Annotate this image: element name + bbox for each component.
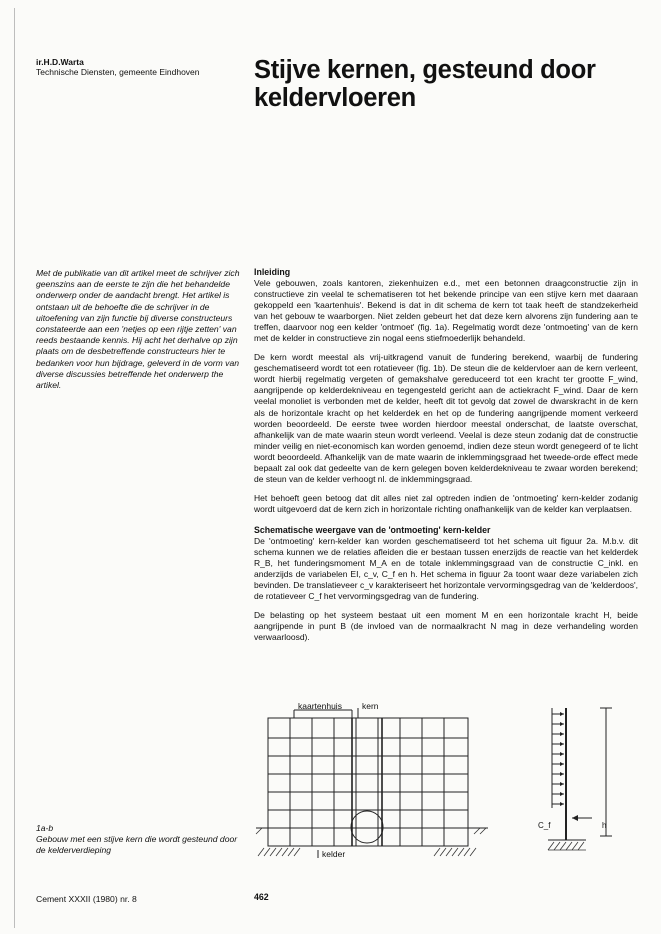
- page-edge-line: [14, 8, 15, 928]
- paragraph: Vele gebouwen, zoals kantoren, ziekenhuizen e.d., met een betonnen draagconstructie zijn in constructieve zin veelal te schematiseren tot het bekende principe van een stijve kern met daaraan gekoppeld een 'kaartenhuis'. Bekend is dat in dit schema de kern tot taak heeft de standzekerheid van het gebouw te waarborgen. Niet zelden gebeurt het dat deze kern alvorens zijn fundering aan te treffen, daarvoor nog een kelder 'ontmoet' (fig. 1a). Regelmatig wordt deze 'ontmoeting' van de kern met de kelder in constructieve zin nogal eens stiefmoederlijk behandeld.: [254, 278, 638, 344]
- section-heading-inleiding: Inleiding: [254, 267, 291, 277]
- caption-number: 1a-b: [36, 823, 54, 833]
- figure-1a-building: [254, 700, 490, 860]
- paragraph: De kern wordt meestal als vrij-uitkragend vanuit de fundering berekend, waarbij de fundering geschematiseerd wordt tot een rotatieveer (fig. 1b). De steun die de keldervloer aan de kern verleent, wordt hierbij regelmatig vergeten of gemakshalve gereduceerd tot een kracht ter grootte F_wind, aangrijpende op kelderdekniveau en tegengesteld gericht aan de actiekracht F_wind. Daar de kern veelal monoliet is verbonden met de kelder, heeft dit tot gevolg dat zowel de dwarskracht in de kern als de horizontale kracht op het kelderdek en het op de fundering aangrijpende moment verkeerd worden beoordeeld. De eerste twee worden hierdoor meestal onderschat, de laatste overschat, afhankelijk van de mate waarin steun wordt verleend. Veelal is deze steun zodanig dat de constructie minder veilig en niet-economisch kan worden genoemd, indien deze steun wordt genegeerd of te licht wordt beoordeeld. Afhankelijk van de mate waarin de inklemmingsgraad het tweede-orde effect mede bepaalt zal ook dat gedeelte van de kern gelegen boven kelderdekniveau te zwaar worden berekend; de steun van de kelder verhoogt nl. de inklemmingsgraad.: [254, 352, 638, 484]
- label-cf: C_f: [538, 821, 551, 830]
- paragraph: Het behoeft geen betoog dat dit alles niet zal optreden indien de 'ontmoeting' kern-kelder zodanig wordt uitgevoerd dat de kern zich in horizontale richting onafhankelijk van de kelder kan verplaatsen.: [254, 492, 638, 514]
- author-name: ir.H.D.Warta: [36, 57, 84, 67]
- label-kern: kern: [362, 701, 379, 711]
- author-affiliation: Technische Diensten, gemeente Eindhoven: [36, 67, 200, 77]
- page-number: 462: [254, 892, 269, 902]
- main-column: [254, 267, 638, 653]
- section-heading-schematische-weergave: Schematische weergave van de 'ontmoeting' kern-kelder: [254, 524, 491, 535]
- journal-footer: Cement XXXII (1980) nr. 8: [36, 894, 137, 904]
- label-kaartenhuis: kaartenhuis: [298, 701, 342, 711]
- caption-text: Gebouw met een stijve kern die wordt gesteund door de kelderverdieping: [36, 834, 238, 855]
- figure-1b-cantilever: [530, 704, 620, 854]
- article-title: [254, 56, 634, 112]
- paragraph: De 'ontmoeting' kern-kelder kan worden geschematiseerd tot het schema uit figuur 2a. M.b.v. dit schema kunnen we de relaties afleiden die er bestaan tussen enerzijds de reactie van het kelderdek R_B, het funderingsmoment M_A en de totale inklemmingsgraad van de constructie C_inkl. en anderzijds de variabelen EI, c_v, C_f en h. Het schema in figuur 2a toont waar deze variabelen zich bevinden. De translatieveer c_v karakteriseert het horizontale vervormingsgedrag van de 'kelderdoos', de rotatieveer C_f het vervormingsgedrag van de fundering.: [254, 535, 638, 602]
- paragraph: De belasting op het systeem bestaat uit een moment M en een horizontale kracht H, beide aangrijpende in punt B (de invloed van de normaalkracht N mag in deze verhandeling worden verwaarloosd).: [254, 610, 638, 643]
- title-line-1: Stijve kernen, gesteund door: [254, 56, 596, 84]
- title-line-2: keldervloeren: [254, 84, 416, 112]
- figure-caption: [36, 823, 246, 856]
- label-h: h: [602, 821, 607, 830]
- label-kelder: kelder: [322, 849, 346, 859]
- intro-sidebar-text: Met de publikatie van dit artikel meet de schrijver zich geenszins aan de eerste te zijn die het behandelde onderwerp onder de aandacht brengt. Het artikel is ontstaan uit de behoefte die de schrijver in de uitoefening van zijn functie bij diverse constructeurs constateerde aan een 'netjes op een rijtje zetten' van reeds bestaande kennis. Hij acht het derhalve op zijn plaats om de desbetreffende constructeurs hier te bedanken voor hun bijdrage, geleverd in de vorm van diverse discussies betreffende het onderwerp the artikel.: [36, 268, 240, 391]
